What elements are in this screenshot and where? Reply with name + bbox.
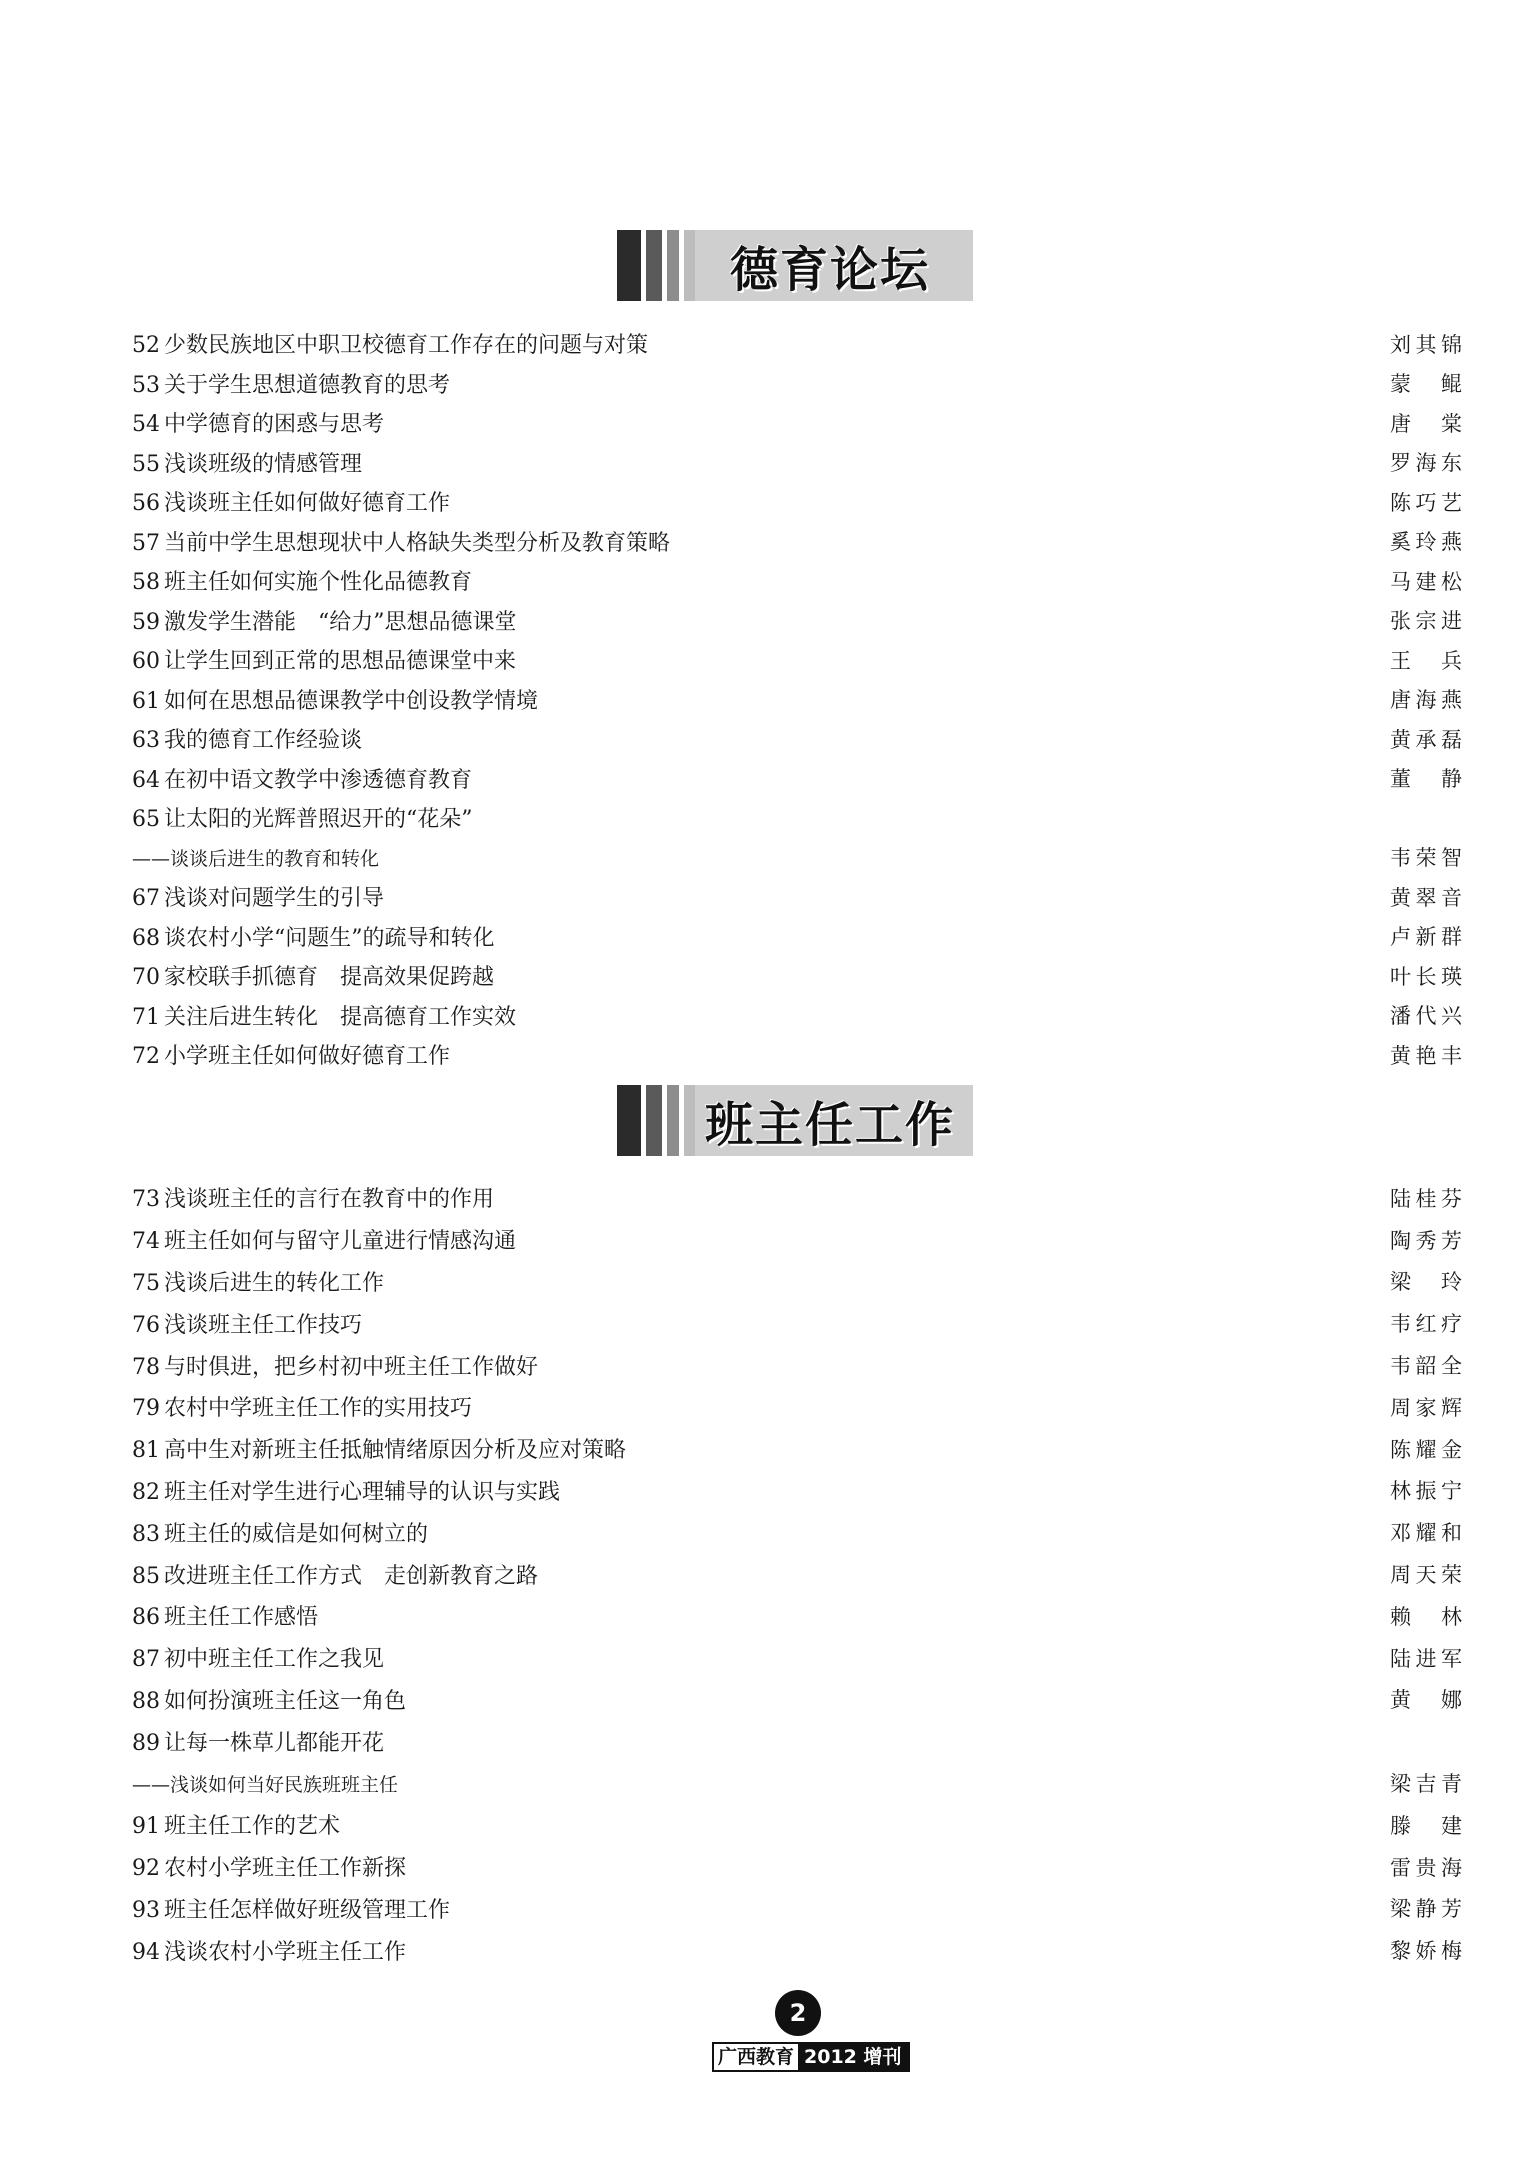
toc-entry[interactable] <box>132 1762 1462 1804</box>
page-number-badge: 2 <box>775 1990 821 2036</box>
toc-entry[interactable] <box>132 996 1462 1036</box>
toc-title-text: 关于学生思想道德教育的思考 <box>164 372 451 398</box>
toc-title-text: 中学德育的困惑与思考 <box>164 412 385 438</box>
toc-title-text: 如何扮演班主任这一角色 <box>164 1688 407 1714</box>
toc-author: 潘代兴 <box>1390 1004 1462 1029</box>
toc-entry[interactable] <box>132 1553 1462 1595</box>
toc-entry[interactable] <box>132 1929 1462 1971</box>
toc-entry-title <box>132 1350 538 1381</box>
toc-author: 唐海燕 <box>1390 688 1462 713</box>
toc-entry[interactable] <box>132 1428 1462 1470</box>
toc-page-number: 74 <box>132 1229 160 1255</box>
toc-entry-title <box>132 1182 494 1213</box>
toc-author: 陈巧艺 <box>1390 490 1462 515</box>
toc-entry[interactable] <box>132 1720 1462 1762</box>
toc-author: 唐棠 <box>1390 411 1462 436</box>
section-title: 班主任工作 <box>704 1097 955 1153</box>
toc-page-number: 91 <box>132 1814 160 1840</box>
toc-entry-title <box>132 684 538 715</box>
toc-entry-title <box>132 1475 560 1506</box>
toc-page-number: 64 <box>132 767 160 793</box>
toc-page-number: 60 <box>132 649 160 675</box>
toc-entry-title <box>132 526 670 557</box>
toc-page-number: 65 <box>132 807 160 833</box>
toc-entry[interactable] <box>132 956 1462 996</box>
toc-entry-title <box>132 1308 362 1339</box>
toc-author: 黄翠音 <box>1390 885 1462 910</box>
toc-entry[interactable] <box>132 1344 1462 1386</box>
toc-title-text: 让学生回到正常的思想品德课堂中来 <box>164 649 517 675</box>
toc-entry[interactable] <box>132 324 1462 364</box>
toc-list-banzhuren <box>132 1177 1462 1971</box>
magazine-label <box>712 2042 910 2072</box>
toc-page-number: 73 <box>132 1187 160 1213</box>
toc-page-number: 68 <box>132 925 160 951</box>
toc-entry-title <box>132 644 516 675</box>
toc-entry-title <box>132 763 472 794</box>
toc-entry-title <box>132 960 494 991</box>
toc-author: 梁静芳 <box>1390 1897 1462 1922</box>
toc-page-number: 81 <box>132 1438 160 1464</box>
toc-entry-title <box>132 1893 450 1924</box>
toc-author: 韦红疗 <box>1390 1312 1462 1337</box>
toc-entry-title <box>132 486 450 517</box>
toc-page-number: 70 <box>132 965 160 991</box>
toc-page-number: 63 <box>132 728 160 754</box>
toc-entry[interactable] <box>132 601 1462 641</box>
toc-entry[interactable] <box>132 719 1462 759</box>
toc-entry-title <box>132 1642 384 1673</box>
toc-page-number: 71 <box>132 1004 160 1030</box>
toc-title-text: 浅谈班主任的言行在教育中的作用 <box>164 1187 495 1213</box>
toc-title-text: 农村小学班主任工作新探 <box>164 1856 407 1882</box>
toc-page-number: 94 <box>132 1939 160 1965</box>
toc-entry-title <box>132 1684 406 1715</box>
toc-title-text: 班主任对学生进行心理辅导的认识与实践 <box>164 1479 561 1505</box>
toc-author: 韦韶全 <box>1390 1354 1462 1379</box>
toc-entry-title <box>132 921 495 952</box>
toc-entry[interactable] <box>132 522 1462 562</box>
toc-entry[interactable] <box>132 1846 1462 1888</box>
toc-page-number: 61 <box>132 688 160 714</box>
toc-page-number: 52 <box>132 333 160 359</box>
toc-entry-title <box>132 802 473 833</box>
toc-page-number: 53 <box>132 372 160 398</box>
toc-entry[interactable] <box>132 1679 1462 1721</box>
toc-author: 雷贵海 <box>1390 1855 1462 1880</box>
toc-title-text: 班主任怎样做好班级管理工作 <box>164 1897 451 1923</box>
toc-entry-title <box>132 723 362 754</box>
toc-page-number: 78 <box>132 1354 160 1380</box>
toc-title-text: 激发学生潜能 “给力”思想品德课堂 <box>164 609 517 635</box>
toc-title-text: 关注后进生转化 提高德育工作实效 <box>164 1004 517 1030</box>
toc-page-number: 55 <box>132 451 160 477</box>
toc-entry[interactable] <box>132 1386 1462 1428</box>
toc-entry-title <box>132 881 384 912</box>
toc-entry[interactable] <box>132 1219 1462 1261</box>
toc-author: 陈耀金 <box>1390 1437 1462 1462</box>
toc-entry-title <box>132 1600 318 1631</box>
toc-author: 滕建 <box>1390 1813 1462 1838</box>
toc-entry-title <box>132 1770 398 1797</box>
toc-entry-title <box>132 565 472 596</box>
toc-title-text: 我的德育工作经验谈 <box>164 728 363 754</box>
toc-author: 刘其锦 <box>1390 332 1462 357</box>
toc-page-number: 85 <box>132 1563 160 1589</box>
toc-title-text: 小学班主任如何做好德育工作 <box>164 1044 451 1070</box>
magazine-issue: 2012 增刊 <box>798 2044 908 2070</box>
toc-page-number: 76 <box>132 1312 160 1338</box>
toc-page-number: 75 <box>132 1270 160 1296</box>
toc-entry-title <box>132 1391 472 1422</box>
toc-title-text: 班主任的威信是如何树立的 <box>164 1521 429 1547</box>
toc-title-text: 让太阳的光辉普照迟开的“花朵” <box>164 807 473 833</box>
toc-author: 陶秀芳 <box>1390 1228 1462 1253</box>
toc-title-text: 少数民族地区中职卫校德育工作存在的问题与对策 <box>164 333 649 359</box>
toc-title-text: 浅谈班主任如何做好德育工作 <box>164 491 451 517</box>
toc-title-text: 谈农村小学“问题生”的疏导和转化 <box>164 925 495 951</box>
toc-page-number: 56 <box>132 491 160 517</box>
toc-author: 罗海东 <box>1390 451 1462 476</box>
toc-title-text: 如何在思想品德课教学中创设教学情境 <box>164 688 539 714</box>
toc-author: 周家辉 <box>1390 1395 1462 1420</box>
toc-author: 王兵 <box>1390 648 1462 673</box>
toc-title-text: 浅谈对问题学生的引导 <box>164 886 385 912</box>
toc-page-number: 57 <box>132 530 160 556</box>
toc-page-number: 83 <box>132 1521 160 1547</box>
toc-author: 叶长瑛 <box>1390 964 1462 989</box>
toc-entry[interactable] <box>132 443 1462 483</box>
toc-entry-title <box>132 1851 406 1882</box>
toc-page-number: 67 <box>132 886 160 912</box>
toc-author: 黄承磊 <box>1390 727 1462 752</box>
toc-author: 赖林 <box>1390 1604 1462 1629</box>
toc-title-text: 班主任如何与留守儿童进行情感沟通 <box>164 1229 517 1255</box>
toc-entry[interactable] <box>132 1261 1462 1303</box>
toc-author: 张宗进 <box>1390 609 1462 634</box>
toc-title-text: 班主任工作感悟 <box>164 1605 319 1631</box>
toc-title-text: 班主任如何实施个性化品德教育 <box>164 570 473 596</box>
toc-page-number: 59 <box>132 609 160 635</box>
toc-page-number: 87 <box>132 1647 160 1673</box>
toc-title-text: ——谈谈后进生的教育和转化 <box>132 847 380 870</box>
toc-entry[interactable] <box>132 680 1462 720</box>
toc-page-number: 58 <box>132 570 160 596</box>
toc-title-text: 改进班主任工作方式 走创新教育之路 <box>164 1563 539 1589</box>
toc-list-deyu <box>132 324 1462 1075</box>
toc-entry-title <box>132 1000 516 1031</box>
toc-author: 邓耀和 <box>1390 1521 1462 1546</box>
toc-entry[interactable] <box>132 561 1462 601</box>
toc-entry-title <box>132 1039 450 1070</box>
toc-entry-title <box>132 1559 538 1590</box>
toc-author: 卢新群 <box>1390 925 1462 950</box>
toc-author: 韦荣智 <box>1390 846 1462 871</box>
section-banner-banzhuren <box>617 1085 973 1156</box>
toc-title-text: 当前中学生思想现状中人格缺失类型分析及教育策略 <box>164 530 671 556</box>
toc-author: 黄艳丰 <box>1390 1043 1462 1068</box>
toc-entry[interactable] <box>132 364 1462 404</box>
toc-page-number: 79 <box>132 1396 160 1422</box>
toc-entry[interactable] <box>132 1511 1462 1553</box>
toc-entry[interactable] <box>132 1177 1462 1219</box>
toc-author: 陆桂芬 <box>1390 1186 1462 1211</box>
toc-author: 梁玲 <box>1390 1270 1462 1295</box>
toc-title-text: 让每一株草儿都能开花 <box>164 1730 385 1756</box>
toc-entry[interactable] <box>132 1302 1462 1344</box>
toc-author: 马建松 <box>1390 569 1462 594</box>
toc-entry[interactable] <box>132 1470 1462 1512</box>
toc-entry-title <box>132 1935 406 1966</box>
toc-entry[interactable] <box>132 640 1462 680</box>
toc-entry-title <box>132 1433 626 1464</box>
toc-entry-title <box>132 1726 384 1757</box>
toc-entry[interactable] <box>132 1595 1462 1637</box>
toc-entry-title <box>132 605 517 636</box>
toc-page-number: 89 <box>132 1730 160 1756</box>
toc-entry[interactable] <box>132 917 1462 957</box>
toc-entry[interactable] <box>132 877 1462 917</box>
toc-author: 林振宁 <box>1390 1479 1462 1504</box>
toc-entry-title <box>132 407 384 438</box>
toc-title-text: 班主任工作的艺术 <box>164 1814 341 1840</box>
toc-entry[interactable] <box>132 482 1462 522</box>
toc-entry[interactable] <box>132 1804 1462 1846</box>
toc-entry[interactable] <box>132 798 1462 838</box>
toc-title-text: 初中班主任工作之我见 <box>164 1647 385 1673</box>
toc-entry-title <box>132 1809 340 1840</box>
toc-title-text: ——浅谈如何当好民族班班主任 <box>132 1773 399 1796</box>
toc-page-number: 72 <box>132 1044 160 1070</box>
toc-entry-title <box>132 447 362 478</box>
toc-entry[interactable] <box>132 759 1462 799</box>
toc-entry-title <box>132 328 648 359</box>
toc-page-number: 82 <box>132 1479 160 1505</box>
toc-title-text: 浅谈后进生的转化工作 <box>164 1270 385 1296</box>
toc-entry[interactable] <box>132 1035 1462 1075</box>
toc-page-number: 86 <box>132 1605 160 1631</box>
toc-title-text: 高中生对新班主任抵触情绪原因分析及应对策略 <box>164 1438 627 1464</box>
toc-page-number: 93 <box>132 1897 160 1923</box>
toc-author: 陆进军 <box>1390 1646 1462 1671</box>
toc-author: 蒙鲲 <box>1390 372 1462 397</box>
toc-page-number: 88 <box>132 1688 160 1714</box>
toc-author: 黎娇梅 <box>1390 1939 1462 1964</box>
toc-entry-title <box>132 844 379 871</box>
toc-author: 董静 <box>1390 767 1462 792</box>
magazine-name: 广西教育 <box>714 2044 798 2070</box>
toc-entry-title <box>132 1224 516 1255</box>
toc-title-text: 浅谈班主任工作技巧 <box>164 1312 363 1338</box>
toc-author: 奚玲燕 <box>1390 530 1462 555</box>
section-banner-deyu <box>617 230 973 301</box>
toc-author: 周天荣 <box>1390 1563 1462 1588</box>
toc-title-text: 家校联手抓德育 提高效果促跨越 <box>164 965 495 991</box>
toc-title-text: 在初中语文教学中渗透德育教育 <box>164 767 473 793</box>
toc-page-number: 54 <box>132 412 160 438</box>
toc-title-text: 农村中学班主任工作的实用技巧 <box>164 1396 473 1422</box>
section-title: 德育论坛 <box>729 242 930 298</box>
toc-title-text: 与时俱进，把乡村初中班主任工作做好 <box>164 1354 539 1380</box>
toc-entry[interactable] <box>132 1637 1462 1679</box>
toc-entry[interactable] <box>132 838 1462 878</box>
toc-entry[interactable] <box>132 403 1462 443</box>
toc-title-text: 浅谈班级的情感管理 <box>164 451 363 477</box>
toc-author: 梁吉青 <box>1390 1772 1462 1797</box>
toc-title-text: 浅谈农村小学班主任工作 <box>164 1939 407 1965</box>
toc-entry-title <box>132 1517 428 1548</box>
toc-entry-title <box>132 368 450 399</box>
toc-author: 黄娜 <box>1390 1688 1462 1713</box>
toc-entry[interactable] <box>132 1888 1462 1930</box>
toc-page-number: 92 <box>132 1856 160 1882</box>
toc-entry-title <box>132 1266 384 1297</box>
